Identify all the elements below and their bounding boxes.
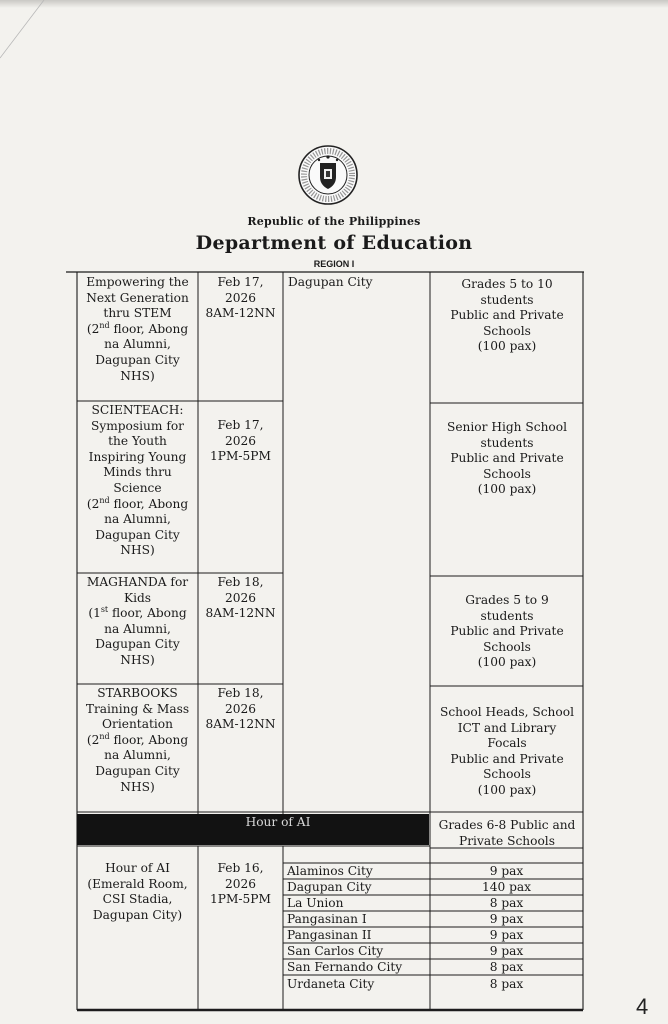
division-name: Dagupan City	[287, 880, 372, 894]
division-pax: 8 pax	[489, 896, 524, 910]
activity-location: Dagupan City	[288, 275, 373, 289]
deped-seal-logo	[298, 145, 358, 205]
division-name: Pangasinan II	[287, 928, 372, 942]
section-participants: Grades 6-8 Public and Private Schools	[438, 818, 576, 848]
activity-participants: Grades 5 to 10 students Public and Private Schools (100 pax)	[450, 277, 564, 354]
division-pax: 9 pax	[489, 864, 524, 878]
region-label: REGION I	[313, 259, 355, 269]
scan-corner-mark	[0, 0, 60, 60]
activity-participants: Senior High School students Public and Private Schools (100 pax)	[447, 420, 567, 497]
activity-date: Feb 18, 2026 8AM-12NN	[205, 686, 276, 732]
activity-title-stem: Empowering the Next Generation thru STEM (2nd floor, Abong na Alumni, Dagupan City NHS)	[80, 275, 195, 384]
activity-date: Feb 18, 2026 8AM-12NN	[205, 575, 276, 621]
activity-date: Feb 17, 2026 8AM-12NN	[205, 275, 276, 321]
activity-title-maghanda: MAGHANDA for Kids (1st floor, Abong na Alumni, Dagupan City NHS)	[86, 575, 189, 667]
division-pax: 8 pax	[489, 977, 524, 991]
section-band-label: Hour of AI	[245, 815, 311, 829]
division-pax: 9 pax	[489, 912, 524, 926]
activity-participants: Grades 5 to 9 students Public and Private Schools (100 pax)	[450, 593, 564, 670]
division-pax: 140 pax	[481, 880, 532, 894]
division-name: San Carlos City	[287, 944, 384, 958]
page-number: 4	[636, 994, 649, 1019]
division-name: San Fernando City	[287, 960, 403, 974]
republic-heading: Republic of the Philippines	[247, 215, 421, 228]
activity-participants: School Heads, School ICT and Library Focals Public and Private Schools (100 pax)	[440, 705, 574, 797]
activity-date: Feb 16, 2026 1PM-5PM	[210, 861, 271, 907]
activity-title-starbooks: STARBOOKS Training & Mass Orientation (2nd floor, Abong na Alumni, Dagupan City NHS)	[85, 686, 190, 794]
division-pax: 9 pax	[489, 928, 524, 942]
division-pax: 8 pax	[489, 960, 524, 974]
division-name: La Union	[287, 896, 344, 910]
activity-date: Feb 17, 2026 1PM-5PM	[210, 418, 271, 464]
activity-title-scienteach: SCIENTEACH: Symposium for the Youth Inspiring Young Minds thru Science (2nd floor, Abong na Alumni, Dagupan City NHS)	[86, 403, 189, 558]
department-heading: Department of Education	[195, 232, 473, 254]
activity-venue: (2nd floor, Abong	[86, 320, 189, 336]
division-name: Pangasinan I	[287, 912, 367, 926]
division-pax: 9 pax	[489, 944, 524, 958]
division-name: Alaminos City	[287, 864, 373, 878]
activity-title-hour-of-ai: Hour of AI (Emerald Room, CSI Stadia, Dagupan City)	[87, 861, 188, 922]
division-name: Urdaneta City	[287, 977, 375, 991]
scan-top-edge	[0, 0, 668, 8]
